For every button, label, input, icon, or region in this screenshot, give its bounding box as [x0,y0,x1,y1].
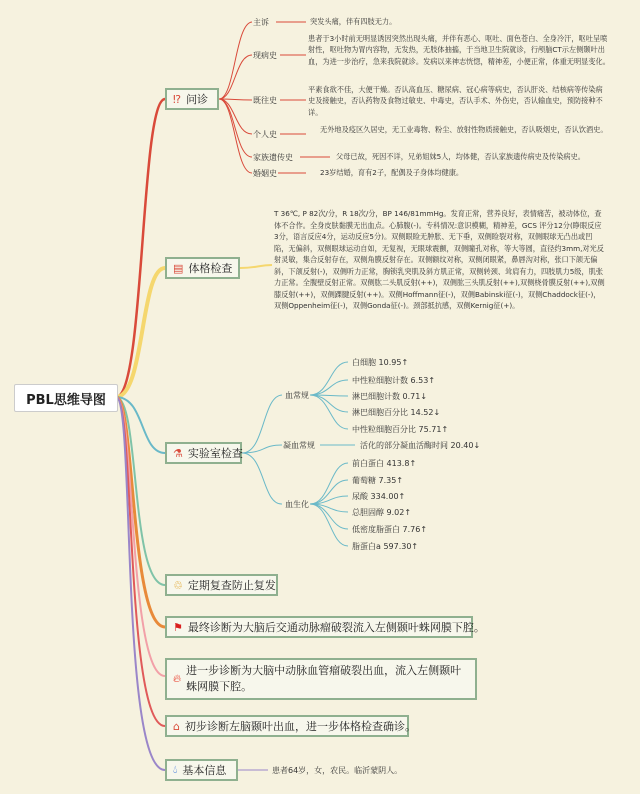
lab-item: 白细胞 10.95↑ [352,358,409,367]
wz-label-zhusu: 主诉 [253,18,269,27]
wenzhen-node[interactable] [165,88,219,110]
lab-icon: ⚗ [173,446,183,460]
wz-label-hunyin: 婚姻史 [253,169,277,178]
zuizhong-title: 最终诊断为大脑后交通动脉瘤破裂流入左侧颞叶蛛网膜下腔。 [187,621,485,634]
lab-item: 中性粒细胞百分比 75.71↑ [352,425,449,434]
wz-text-hunyin: 23岁结婚，育有2子，配偶及子身体均健康。 [320,168,464,177]
fucha-title: 定期复查防止复发 [187,579,276,592]
shiyan-title: 实验室检查 [187,447,243,460]
shiyan-node[interactable] [165,442,242,464]
lab-group-xueshenghua: 血生化 [285,500,309,509]
lab-group-xuechanggui: 血常规 [285,391,309,400]
wz-label-gerenshi: 个人史 [253,130,277,139]
tige-text: T 36℃, P 82次/分，R 18次/分，BP 146/81mmHg。发育正常，营养良好，表情痛苦，被动体位，查体不合作。全身皮肤黏膜无出血点。心肺腹(-)。专科情况:意识模糊，精神差，GCS 评分12分(睁眼反应3分，语言反应4分，运动反应5分)。双侧眼睑无肿胀、无下垂，双侧睑裂对称，双侧眼球无凸出或凹陷，无偏斜，双侧眼球运动自如，无复视，无眼球震颤，双侧瞳孔对称，等大等圆，直径约3mm,对光反射灵敏，集合反射存在，双侧角膜反射存在。双侧额纹对称，双侧闭眼紧，鼻唇沟对称，张口下颌无偏斜，下颌反射(-)，双侧听力正常，胸锁乳突肌及斜方肌正常，双侧转颈、耸肩有力，四肢肌力5级，肌张力正常。全腹壁反射正常。双侧肱二头肌反射(++)，双侧肱三头肌反射(++),双侧桡骨膜反射(++),双侧膝反射(++)，双侧踝腱反射(++)。双侧Hoffmann征(-)，双侧Babinski征(-)，双侧Chaddock征(-)，双侧Oppenheim征(-)，双侧Gonda征(-)。颈部抵抗感，双侧Kernig征(+)。 [274,209,605,310]
wz-text-gerenshi: 无外地及疫区久居史，无工业毒物、粉尘、放射性物质接触史，否认吸烟史，否认饮酒史。 [320,125,608,134]
lab-item: 葡萄糖 7.35↑ [352,476,404,485]
wz-label-jiwangshi: 既往史 [253,96,277,105]
fire-icon: 🔥︎ [173,672,182,685]
lab-item: 中性粒细胞计数 6.53↑ [352,376,436,385]
lab-item: 脂蛋白a 597.30↑ [352,542,419,551]
wz-text-xianbingshi: 患者于3小时前无明显诱因突然出现头痛，并伴有恶心、呕吐、面色苍白、全身冷汗，呕吐呈喷射性，呕吐物为胃内容物，无发热，无肢体抽搐，于当地卫生院就诊，行颅脑CT示左侧颞叶出血，为进一步治疗，急来我院就诊。发病以来神志恍惚，精神差，小便正常，体重无明显变化。 [308,34,610,66]
jinyibu-node[interactable] [165,658,477,700]
lab-item: 活化的部分凝血活酶时间 20.40↓ [360,441,481,450]
wz-label-jiazu: 家族遗传史 [253,153,293,162]
chubu-node[interactable] [165,715,416,737]
lab-item: 尿酸 334.00↑ [352,492,406,501]
lab-item: 前白蛋白 413.8↑ [352,459,417,468]
flag-icon: ⚑ [173,620,183,634]
fucha-node[interactable] [165,574,278,596]
recycle-icon: ♲ [173,578,183,592]
drop-icon: 💧︎ [173,763,178,776]
wz-text-zhusu: 突发头痛，伴有四肢无力。 [310,17,397,26]
lab-item: 总胆固醇 9.02↑ [352,508,412,517]
root-node[interactable]: PBL思维导图 [14,384,118,412]
jinyibu-title: 进一步诊断为大脑中动脉血管瘤破裂出血，流入左侧颞叶蛛网膜下腔。 [186,664,462,693]
chart-icon: ▤ [173,261,184,275]
jiben-text: 患者64岁，女，农民。临沂蒙阴人。 [272,766,403,775]
jiben-title: 基本信息 [182,764,227,777]
tige-title: 体格检查 [188,262,233,275]
zuizhong-node[interactable] [165,616,485,638]
lab-item: 淋巴细胞百分比 14.52↓ [352,408,441,417]
jiben-node[interactable] [165,759,238,781]
question-icon: ⁉ [173,92,182,106]
wz-text-jiwangshi: 平素食欲不佳，大便干燥。否认高血压、糖尿病、冠心病等病史，否认肝炎、结核病等传染病史及接触史，否认药物及食物过敏史、中毒史，否认手术、外伤史，否认输血史，预防接种不详。 [308,85,603,117]
lab-item: 淋巴细胞计数 0.71↓ [352,392,428,401]
chubu-title: 初步诊断左脑颞叶出血，进一步体格检查确诊。 [184,720,416,733]
lab-item: 低密度脂蛋白 7.76↑ [352,525,428,534]
house-icon: ⌂ [173,719,180,733]
lab-group-ningxue: 凝血常规 [283,441,315,450]
wz-label-xianbingshi: 现病史 [253,51,277,60]
tige-node[interactable] [165,257,240,279]
wz-text-jiazu: 父母已故，死因不详，兄弟姐妹5人，均体健，否认家族遗传病史及传染病史。 [336,152,585,161]
wenzhen-title: 问诊 [186,93,209,106]
